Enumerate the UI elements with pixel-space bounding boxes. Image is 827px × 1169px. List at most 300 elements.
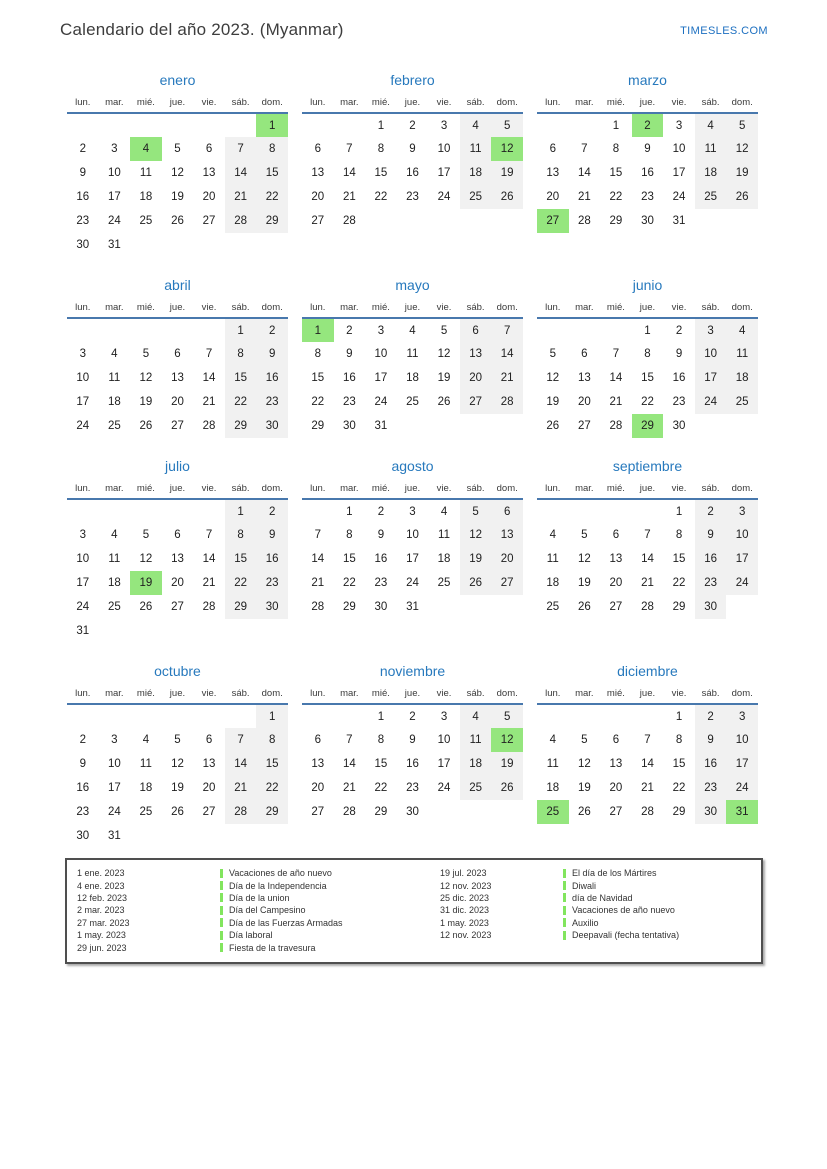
weekday-header: sáb. [695,302,727,318]
month-title: marzo [628,72,667,88]
day-cell: 18 [139,191,153,203]
day-cell: 12 [171,167,184,179]
legend-entry [440,892,751,904]
day-cell: 7 [314,529,321,541]
day-cell: 13 [311,167,325,179]
month-title: diciembre [617,663,678,679]
day-cell: 26 [726,185,758,209]
day-cell: 22 [641,396,654,408]
day-cell: 4 [111,529,118,541]
week-row [67,800,288,824]
legend-entry [440,879,751,891]
day-cell: 30 [641,215,654,227]
day-cell: 14 [577,167,591,179]
weekday-header: vie. [193,483,225,499]
weekday-header: lun. [67,483,99,499]
empty-day-cell [99,113,131,137]
empty-day-cell [225,113,257,137]
day-cell: 22 [609,191,623,203]
empty-day-cell [130,233,162,257]
day-cell: 16 [641,167,654,179]
empty-day-cell [537,113,569,137]
day-cell: 9 [79,758,86,770]
day-cell: 18 [460,161,492,185]
day-cell: 18 [460,752,492,776]
day-cell: 7 [346,734,353,746]
day-cell: 18 [546,782,560,794]
day-cell: 23 [342,396,356,408]
day-cell: 7 [346,143,353,155]
empty-day-cell [130,318,162,342]
legend-holiday-name: Fiesta de la travesura [229,942,316,953]
site-link[interactable]: TIMESLES.COM [680,25,768,37]
day-cell: 6 [612,734,620,746]
weekday-header: jue. [397,302,429,318]
legend-holiday-name: Día de las Fuerzas Armadas [229,917,343,928]
day-cell: 11 [108,372,121,384]
day-cell: 15 [641,372,654,384]
day-cell: 21 [641,577,654,589]
day-cell: 20 [202,782,216,794]
day-cell: 20 [577,396,591,408]
day-cell: 25 [107,601,121,613]
weekday-header: lun. [537,97,569,113]
weekday-header: jue. [397,483,429,499]
day-cell: 25 [695,185,727,209]
legend-entry [440,917,751,929]
day-cell: 27 [491,571,523,595]
week-row [302,414,523,438]
day-cell: 7 [581,143,588,155]
month-marzo [537,72,758,233]
day-cell: 2 [79,734,86,746]
day-cell: 10 [406,529,419,541]
weekday-header: sáb. [460,302,492,318]
day-cell: 23 [256,390,288,414]
month-table [67,483,288,643]
day-cell: 17 [107,782,121,794]
holiday-marker-bar [563,881,566,890]
day-cell: 29 [342,601,356,613]
holiday-marker-bar [563,906,566,915]
day-cell: 24 [726,571,758,595]
day-cell: 10 [107,167,121,179]
week-row [302,161,523,185]
month-table [302,483,523,619]
weekday-header: mié. [130,97,162,113]
month-table [67,688,288,848]
day-cell: 23 [672,396,686,408]
weekday-header: mar. [569,97,601,113]
day-cell: 14 [225,752,257,776]
empty-day-cell [302,113,334,137]
day-cell: 29 [225,595,257,619]
day-cell: 26 [171,215,184,227]
day-cell: 30 [406,806,419,818]
weekday-header: vie. [193,688,225,704]
holiday-day-cell: 27 [537,209,569,233]
weekday-header: mar. [99,302,131,318]
day-cell: 12 [437,348,451,360]
day-cell: 16 [406,758,419,770]
month-febrero [302,72,523,233]
empty-day-cell [193,824,225,848]
empty-day-cell [67,499,99,523]
empty-day-cell [193,619,225,643]
weekday-header: mar. [334,688,366,704]
weekday-header: dom. [491,302,523,318]
empty-day-cell [569,704,601,728]
day-cell: 25 [139,806,153,818]
day-cell: 6 [174,529,181,541]
week-row [537,161,758,185]
day-cell: 22 [225,571,257,595]
day-cell: 28 [609,420,623,432]
holiday-marker-bar [220,906,223,915]
week-row [302,752,523,776]
legend-date: 27 mar. 2023 [77,917,130,928]
day-cell: 27 [202,215,216,227]
weekday-header: vie. [663,483,695,499]
day-cell: 6 [205,734,213,746]
day-cell: 9 [409,734,416,746]
day-cell: 23 [695,776,727,800]
holiday-marker-bar [563,869,566,878]
empty-day-cell [130,824,162,848]
day-cell: 1 [377,710,385,723]
day-cell: 4 [695,113,727,137]
holiday-marker-bar [220,931,223,940]
day-cell: 26 [491,776,523,800]
weekday-header: jue. [397,97,429,113]
day-cell: 31 [107,239,121,251]
week-row [537,113,758,137]
week-row [67,209,288,233]
day-cell: 26 [437,396,451,408]
day-cell: 2 [377,505,385,518]
day-cell: 24 [107,215,121,227]
day-cell: 12 [139,553,153,565]
day-cell: 29 [311,420,325,432]
empty-day-cell [256,619,288,643]
legend-entry [77,867,440,879]
empty-day-cell [600,318,632,342]
day-cell: 19 [437,372,451,384]
day-cell: 30 [695,595,727,619]
legend-date: 1 may. 2023 [440,917,489,928]
week-row [537,728,758,752]
legend-column-right [440,867,751,954]
day-cell: 2 [409,710,416,723]
day-cell: 29 [609,215,623,227]
day-cell: 18 [695,161,727,185]
day-cell: 3 [79,529,86,541]
weekday-header: lun. [302,97,334,113]
week-row [302,800,523,824]
empty-day-cell [225,233,257,257]
empty-day-cell [334,113,366,137]
holiday-marker-bar [220,893,223,902]
day-cell: 1 [346,505,353,518]
day-cell: 28 [342,215,356,227]
holiday-marker-bar [220,881,223,890]
month-abril [67,277,288,438]
holiday-marker-bar [220,918,223,927]
day-cell: 14 [641,758,654,770]
day-cell: 17 [672,167,686,179]
empty-day-cell [695,414,727,438]
day-cell: 4 [409,324,416,337]
weekday-header: lun. [302,483,334,499]
day-cell: 2 [256,499,288,523]
empty-day-cell [193,318,225,342]
day-cell: 19 [726,161,758,185]
month-table [302,302,523,438]
day-cell: 22 [311,396,325,408]
day-cell: 28 [641,601,654,613]
day-cell: 11 [139,758,152,770]
empty-day-cell [162,824,194,848]
day-cell: 11 [726,342,758,366]
day-cell: 10 [437,143,451,155]
day-cell: 5 [491,704,523,728]
day-cell: 18 [406,372,419,384]
day-cell: 29 [672,806,686,818]
weekday-header: dom. [726,483,758,499]
day-cell: 21 [609,396,623,408]
day-cell: 10 [437,734,451,746]
empty-day-cell [130,113,162,137]
day-cell: 24 [437,782,451,794]
weekday-header: sáb. [225,97,257,113]
day-cell: 17 [76,577,90,589]
legend-date: 4 ene. 2023 [77,880,125,891]
legend-date: 2 mar. 2023 [77,905,125,916]
weekday-header: sáb. [695,483,727,499]
day-cell: 29 [374,806,388,818]
empty-day-cell [491,595,523,619]
day-cell: 29 [256,209,288,233]
day-cell: 3 [675,119,683,132]
day-cell: 8 [256,728,288,752]
day-cell: 3 [440,119,448,132]
day-cell: 21 [342,191,356,203]
day-cell: 20 [460,366,492,390]
legend-holiday-name: Día laboral [229,930,273,941]
weekday-header: mar. [334,302,366,318]
holiday-day-cell: 1 [256,113,288,137]
day-cell: 16 [695,752,727,776]
month-agosto [302,458,523,619]
day-cell: 7 [205,529,213,541]
weekday-header: jue. [162,688,194,704]
day-cell: 12 [546,372,560,384]
day-cell: 19 [577,782,591,794]
day-cell: 20 [546,191,560,203]
legend-entry [77,904,440,916]
day-cell: 24 [406,577,419,589]
week-row [302,185,523,209]
day-cell: 23 [76,215,90,227]
day-cell: 9 [256,342,288,366]
month-junio [537,277,758,438]
empty-day-cell [397,209,429,233]
empty-day-cell [334,704,366,728]
day-cell: 12 [460,523,492,547]
legend-holiday-name: Auxilio [572,917,599,928]
day-cell: 19 [546,396,560,408]
week-row [67,414,288,438]
day-cell: 1 [377,119,385,132]
week-row [302,390,523,414]
day-cell: 4 [460,704,492,728]
day-cell: 3 [377,324,385,337]
day-cell: 15 [311,372,325,384]
day-cell: 17 [695,366,727,390]
month-table [537,302,758,438]
day-cell: 20 [311,191,325,203]
week-row [302,499,523,523]
weekday-header: mié. [130,483,162,499]
weekday-header: mié. [130,688,162,704]
day-cell: 6 [460,318,492,342]
day-cell: 1 [644,324,651,337]
day-cell: 24 [76,420,90,432]
day-cell: 16 [374,553,388,565]
weekday-header: mié. [600,483,632,499]
empty-day-cell [695,209,727,233]
day-cell: 4 [440,505,448,518]
day-cell: 15 [256,161,288,185]
empty-day-cell [460,595,492,619]
day-cell: 18 [726,366,758,390]
weekday-header: mar. [99,97,131,113]
day-cell: 31 [374,420,388,432]
week-row [67,619,288,643]
day-cell: 27 [609,601,623,613]
day-cell: 21 [641,782,654,794]
day-cell: 13 [609,553,623,565]
empty-day-cell [130,619,162,643]
weekday-header: mar. [334,97,366,113]
day-cell: 22 [672,577,686,589]
week-row [67,499,288,523]
empty-day-cell [225,619,257,643]
weekday-header: lun. [537,483,569,499]
week-row [537,547,758,571]
week-row [537,414,758,438]
week-row [537,366,758,390]
day-cell: 28 [577,215,591,227]
week-row [302,137,523,161]
weekday-header: sáb. [225,302,257,318]
empty-day-cell [600,704,632,728]
empty-day-cell [67,704,99,728]
day-cell: 8 [675,734,683,746]
day-cell: 16 [76,782,90,794]
empty-day-cell [365,209,397,233]
day-cell: 6 [314,734,321,746]
day-cell: 15 [609,167,623,179]
legend-entry [440,867,751,879]
day-cell: 13 [171,372,184,384]
week-row [537,800,758,824]
week-row [537,185,758,209]
day-cell: 17 [726,547,758,571]
week-row [67,318,288,342]
week-row [302,113,523,137]
day-cell: 20 [202,191,216,203]
weekday-header: sáb. [225,688,257,704]
legend-entry [77,941,440,953]
weekday-header: mar. [569,483,601,499]
empty-day-cell [130,499,162,523]
day-cell: 2 [409,119,416,132]
day-cell: 26 [577,601,591,613]
day-cell: 5 [460,499,492,523]
day-cell: 24 [76,601,90,613]
month-table [67,97,288,257]
day-cell: 16 [256,366,288,390]
day-cell: 19 [171,191,184,203]
month-title: agosto [391,458,434,474]
day-cell: 18 [139,782,153,794]
day-cell: 12 [577,758,591,770]
holiday-day-cell: 2 [632,113,664,137]
week-row [67,704,288,728]
day-cell: 7 [612,348,620,360]
day-cell: 11 [460,137,492,161]
weekday-header: mié. [600,688,632,704]
weekday-header: lun. [67,688,99,704]
month-table [67,302,288,438]
day-cell: 12 [726,137,758,161]
day-cell: 28 [202,601,216,613]
weekday-header: lun. [537,302,569,318]
day-cell: 19 [460,547,492,571]
day-cell: 21 [202,577,216,589]
day-cell: 26 [491,185,523,209]
day-cell: 18 [107,396,121,408]
day-cell: 24 [672,191,686,203]
day-cell: 5 [142,348,150,360]
month-title: noviembre [379,663,446,679]
weekday-header: jue. [632,483,664,499]
day-cell: 23 [76,806,90,818]
day-cell: 8 [314,348,321,360]
week-row [537,209,758,233]
empty-day-cell [491,209,523,233]
day-cell: 10 [726,728,758,752]
empty-day-cell [569,499,601,523]
week-row [302,728,523,752]
day-cell: 30 [256,595,288,619]
week-row [537,595,758,619]
legend-holiday-name: Día de la union [229,892,290,903]
weekday-header: jue. [162,97,194,113]
week-row [67,571,288,595]
day-cell: 30 [672,420,686,432]
holiday-day-cell: 19 [130,571,162,595]
month-noviembre [302,663,523,824]
month-julio [67,458,288,643]
weekday-header: sáb. [695,688,727,704]
empty-day-cell [537,704,569,728]
day-cell: 4 [460,113,492,137]
weekday-header: jue. [162,483,194,499]
page-title: Calendario del año 2023. (Myanmar) [60,20,344,39]
empty-day-cell [256,233,288,257]
